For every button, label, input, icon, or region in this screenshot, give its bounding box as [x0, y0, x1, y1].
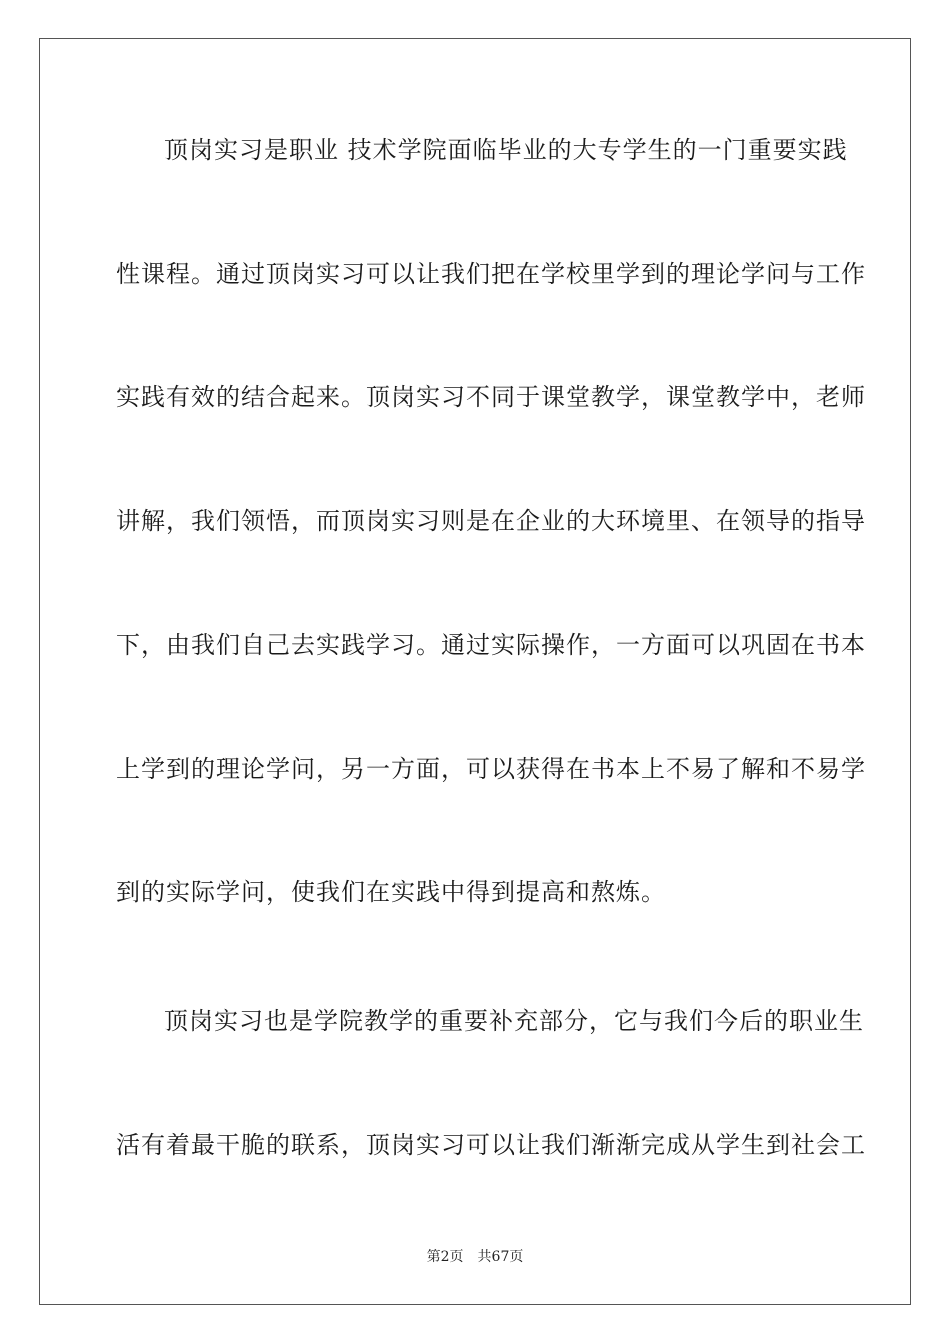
page-total: 共67页 — [477, 1249, 524, 1265]
paragraph-1-line-5: 下，由我们自己去实践学习。通过实际操作，一方面可以巩固在书本 — [116, 631, 866, 659]
paragraph-1-line-7: 到的实际学问，使我们在实践中得到提高和熬炼。 — [116, 878, 666, 906]
paragraph-1-line-4: 讲解，我们领悟，而顶岗实习则是在企业的大环境里、在领导的指导 — [116, 507, 866, 535]
page-frame — [39, 38, 911, 1305]
paragraph-1-line-2: 性课程。通过顶岗实习可以让我们把在学校里学到的理论学问与工作 — [116, 260, 866, 288]
paragraph-2-line-1: 顶岗实习也是学院教学的重要补充部分，它与我们今后的职业生 — [164, 1007, 864, 1035]
page-number: 第2页 — [426, 1249, 464, 1265]
paragraph-1-line-3: 实践有效的结合起来。顶岗实习不同于课堂教学，课堂教学中，老师 — [116, 383, 866, 411]
paragraph-1-line-6: 上学到的理论学问，另一方面，可以获得在书本上不易了解和不易学 — [116, 755, 866, 783]
paragraph-2-line-2: 活有着最干脆的联系，顶岗实习可以让我们渐渐完成从学生到社会工 — [116, 1131, 866, 1159]
page-footer — [0, 1248, 950, 1266]
paragraph-1-line-1: 顶岗实习是职业 技术学院面临毕业的大专学生的一门重要实践 — [164, 136, 848, 164]
